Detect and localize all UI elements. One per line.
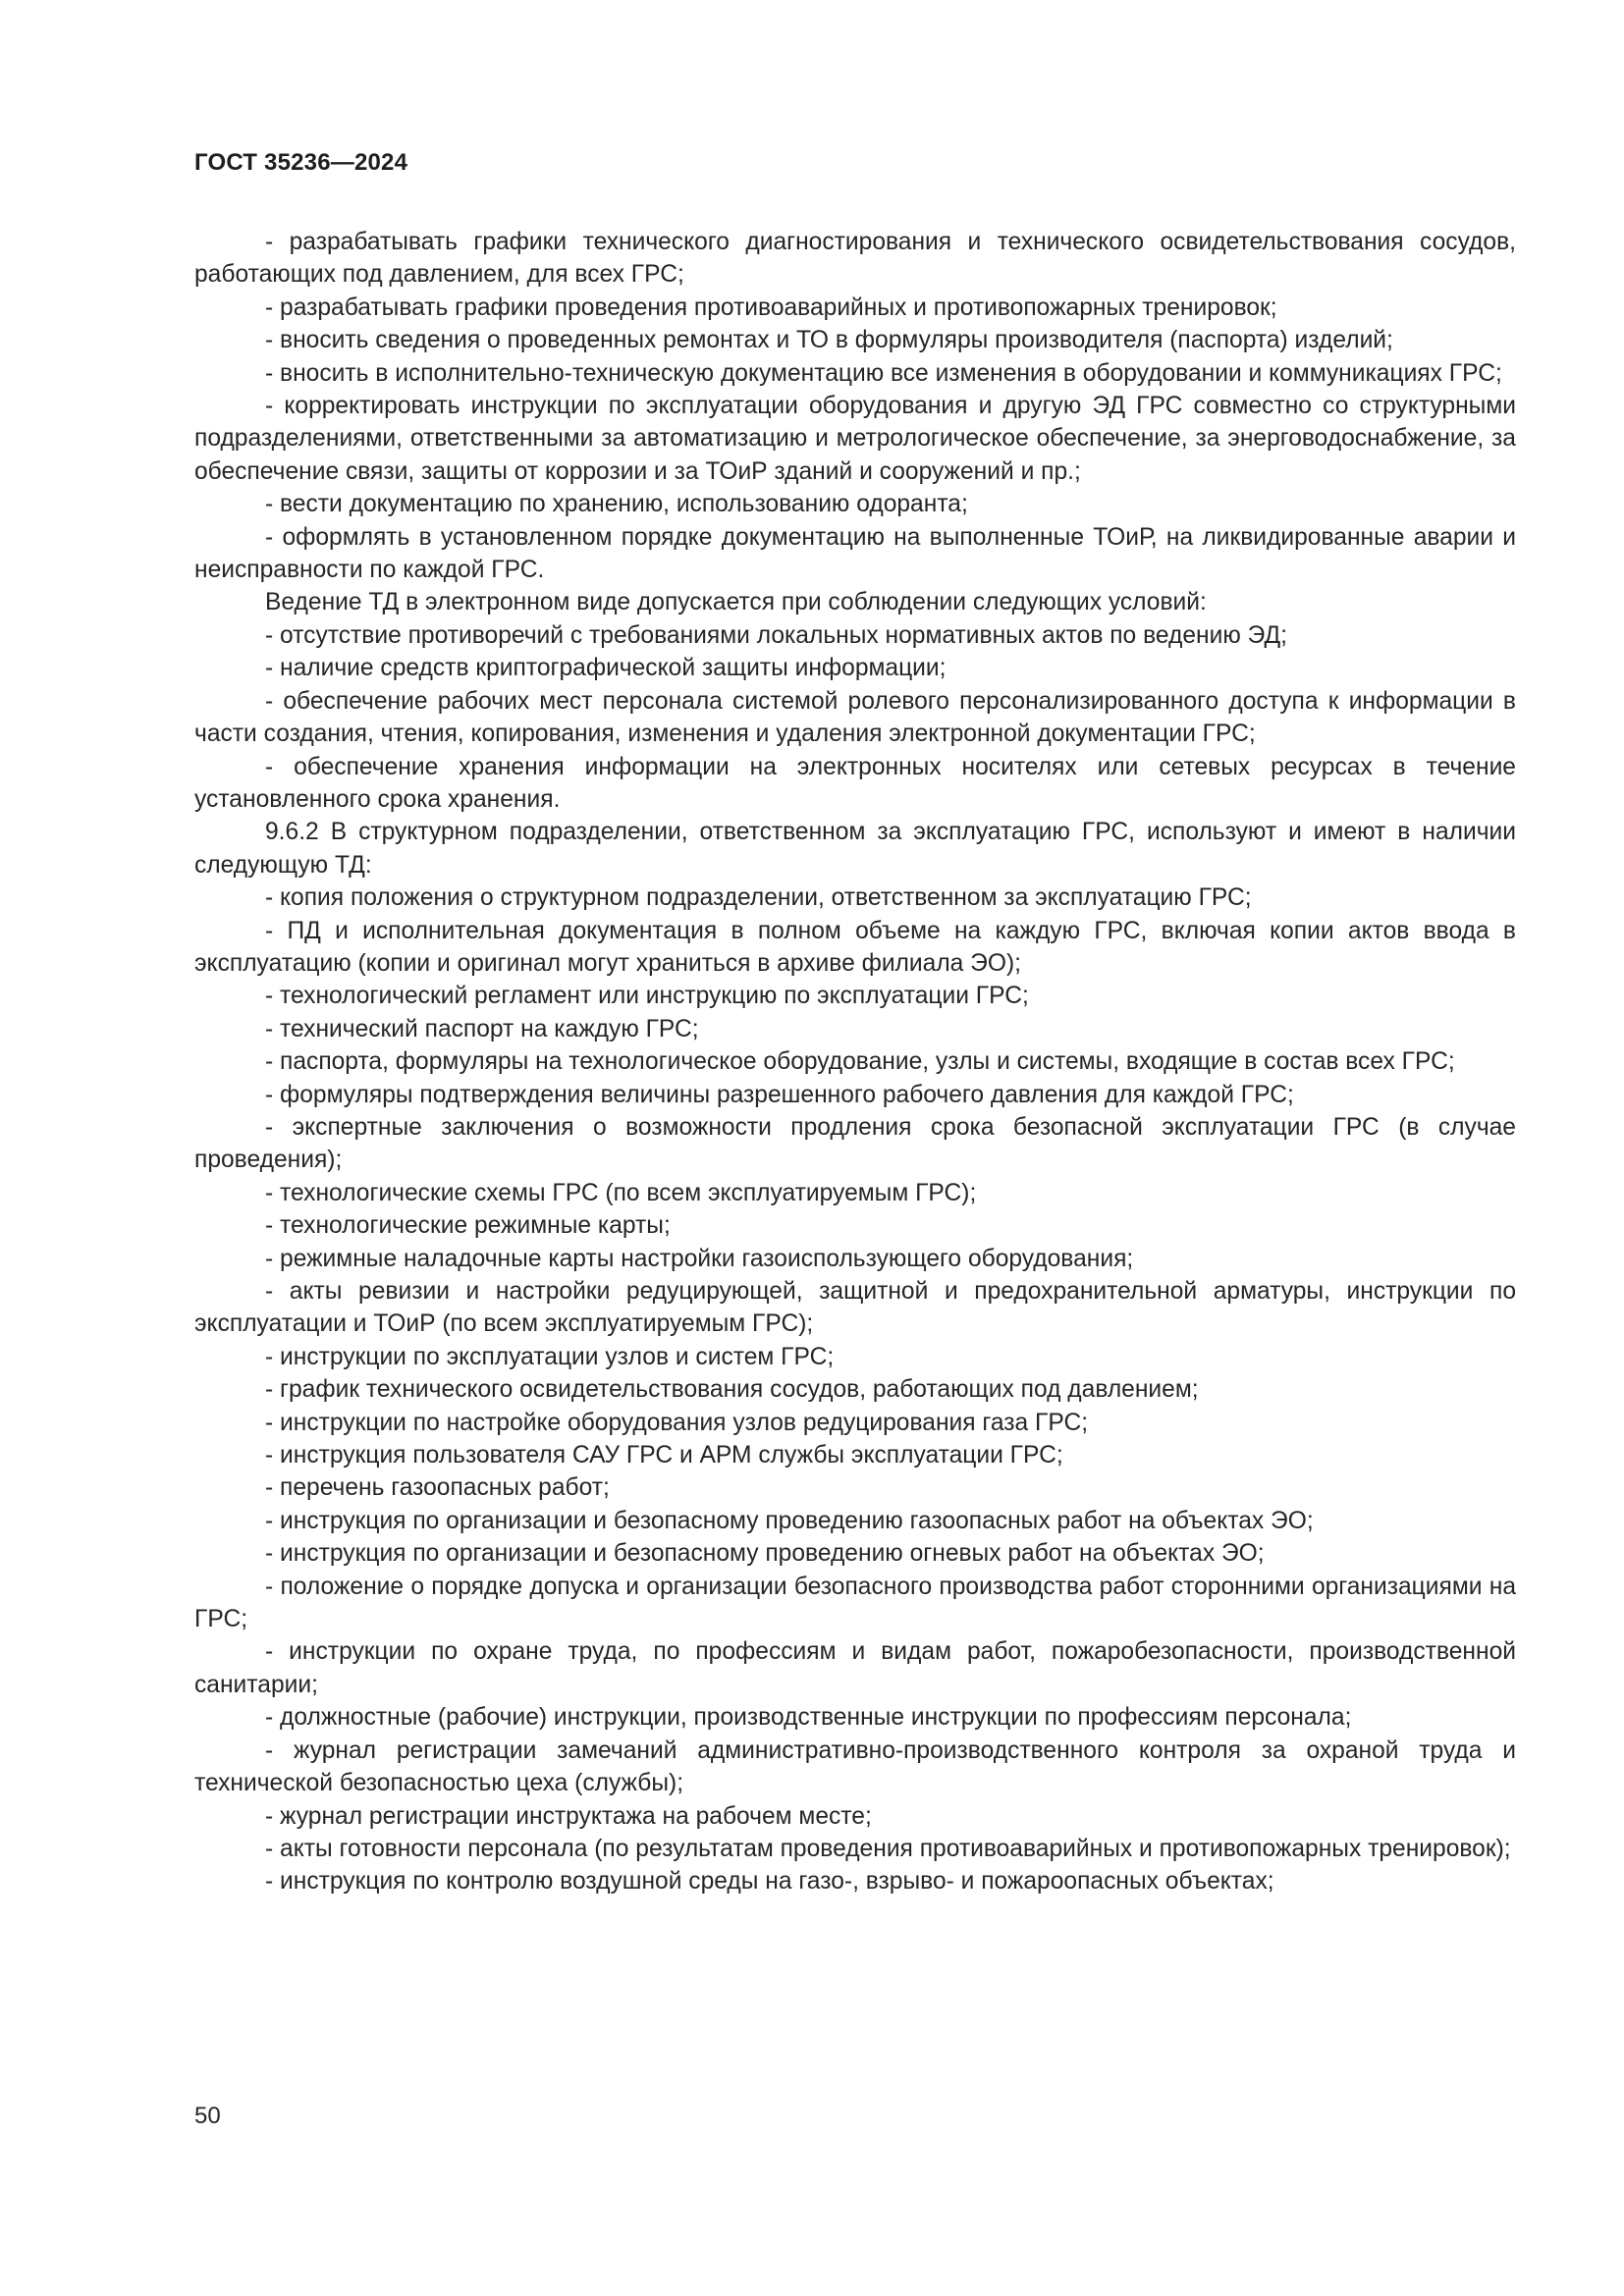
paragraph: - вести документацию по хранению, использованию одоранта; bbox=[265, 491, 968, 518]
paragraph: - технологические схемы ГРС (по всем эксплуатируемым ГРС); bbox=[265, 1179, 977, 1206]
paragraph: - вносить в исполнительно-техническую документацию все изменения в оборудовании и коммуникациях ГРС; bbox=[265, 359, 1502, 387]
paragraph: - технический паспорт на каждую ГРС; bbox=[265, 1015, 699, 1042]
paragraph: - перечень газоопасных работ; bbox=[265, 1474, 610, 1502]
paragraph: - экспертные заключения о возможности продления срока безопасной эксплуатации ГРС (в случае проведения); bbox=[194, 1113, 1516, 1174]
paragraph: - технологические режимные карты; bbox=[265, 1212, 671, 1240]
paragraph: - инструкция по организации и безопасному проведению огневых работ на объектах ЭО; bbox=[265, 1540, 1265, 1568]
paragraph: - обеспечение хранения информации на электронных носителях или сетевых ресурсах в течение установленного срока хранения. bbox=[194, 753, 1516, 813]
paragraph: - положение о порядке допуска и организации безопасного производства работ сторонними организациями на ГРС; bbox=[194, 1573, 1516, 1633]
paragraph: - разрабатывать графики проведения противоаварийных и противопожарных тренировок; bbox=[265, 294, 1277, 321]
paragraph: - должностные (рабочие) инструкции, производственные инструкции по профессиям персонала; bbox=[265, 1704, 1352, 1732]
paragraph: - обеспечение рабочих мест персонала системой ролевого персонализированного доступа к информации в части создания, чтения, копирования, изменения и удаления электронной документации ГРС; bbox=[194, 687, 1516, 748]
document-header-standard-id: ГОСТ 35236—2024 bbox=[194, 149, 408, 176]
paragraph: - акты ревизии и настройки редуцирующей, защитной и предохранительной арматуры, инструкции по эксплуатации и ТОиР (по всем эксплуатируемым ГРС); bbox=[194, 1278, 1516, 1338]
paragraph: - оформлять в установленном порядке документацию на выполненные ТОиР, на ликвидированные аварии и неисправности по каждой ГРС. bbox=[194, 523, 1516, 584]
paragraph: - разрабатывать графики технического диагностирования и технического освидетельствования сосудов, работающих под давлением, для всех ГРС; bbox=[194, 229, 1516, 289]
paragraph: - технологический регламент или инструкцию по эксплуатации ГРС; bbox=[265, 983, 1029, 1010]
paragraph: - инструкции по настройке оборудования узлов редуцирования газа ГРС; bbox=[265, 1409, 1089, 1436]
paragraph: - акты готовности персонала (по результатам проведения противоаварийных и противопожарных тренировок); bbox=[265, 1835, 1511, 1862]
paragraph: - инструкции по эксплуатации узлов и систем ГРС; bbox=[265, 1343, 835, 1370]
paragraph: - формуляры подтверждения величины разрешенного рабочего давления для каждой ГРС; bbox=[265, 1081, 1294, 1108]
paragraph: - корректировать инструкции по эксплуатации оборудования и другую ЭД ГРС совместно со структурными подразделениями, ответственными за автоматизацию и метрологическое обеспечение, за энерговодоснабжение, за обеспечение связи, защиты от коррозии и за ТОиР зданий и сооружений и пр.; bbox=[194, 393, 1516, 485]
page-number: 50 bbox=[194, 2103, 221, 2129]
paragraph: - инструкция по контролю воздушной среды на газо-, взрыво- и пожароопасных объектах; bbox=[265, 1868, 1274, 1896]
paragraph: - журнал регистрации инструктажа на рабочем месте; bbox=[265, 1802, 872, 1830]
paragraph: - наличие средств криптографической защиты информации; bbox=[265, 655, 947, 682]
paragraph: - инструкция пользователя САУ ГРС и АРМ службы эксплуатации ГРС; bbox=[265, 1442, 1063, 1469]
body-text bbox=[194, 226, 1516, 1898]
paragraph: - инструкции по охране труда, по профессиям и видам работ, пожаробезопасности, производственной санитарии; bbox=[194, 1638, 1516, 1698]
paragraph: - журнал регистрации замечаний административно-производственного контроля за охраной труда и технической безопасностью цеха (службы); bbox=[194, 1736, 1516, 1797]
paragraph: - отсутствие противоречий с требованиями локальных нормативных актов по ведению ЭД; bbox=[265, 621, 1287, 649]
paragraph: - ПД и исполнительная документация в полном объеме на каждую ГРС, включая копии актов ввода в эксплуатацию (копии и оригинал могут храниться в архиве филиала ЭО); bbox=[194, 917, 1516, 977]
paragraph: - режимные наладочные карты настройки газоиспользующего оборудования; bbox=[265, 1245, 1134, 1272]
paragraph: - график технического освидетельствования сосудов, работающих под давлением; bbox=[265, 1376, 1199, 1404]
paragraph: - инструкция по организации и безопасному проведению газоопасных работ на объектах ЭО; bbox=[265, 1507, 1314, 1534]
paragraph: 9.6.2 В структурном подразделении, ответственном за эксплуатацию ГРС, используют и имеют в наличии следующую ТД: bbox=[194, 819, 1516, 879]
paragraph: - вносить сведения о проведенных ремонтах и ТО в формуляры производителя (паспорта) изделий; bbox=[265, 327, 1393, 354]
paragraph: Ведение ТД в электронном виде допускается при соблюдении следующих условий: bbox=[265, 589, 1207, 616]
paragraph: - копия положения о структурном подразделении, ответственном за эксплуатацию ГРС; bbox=[265, 884, 1252, 912]
paragraph: - паспорта, формуляры на технологическое оборудование, узлы и системы, входящие в состав всех ГРС; bbox=[265, 1048, 1455, 1076]
